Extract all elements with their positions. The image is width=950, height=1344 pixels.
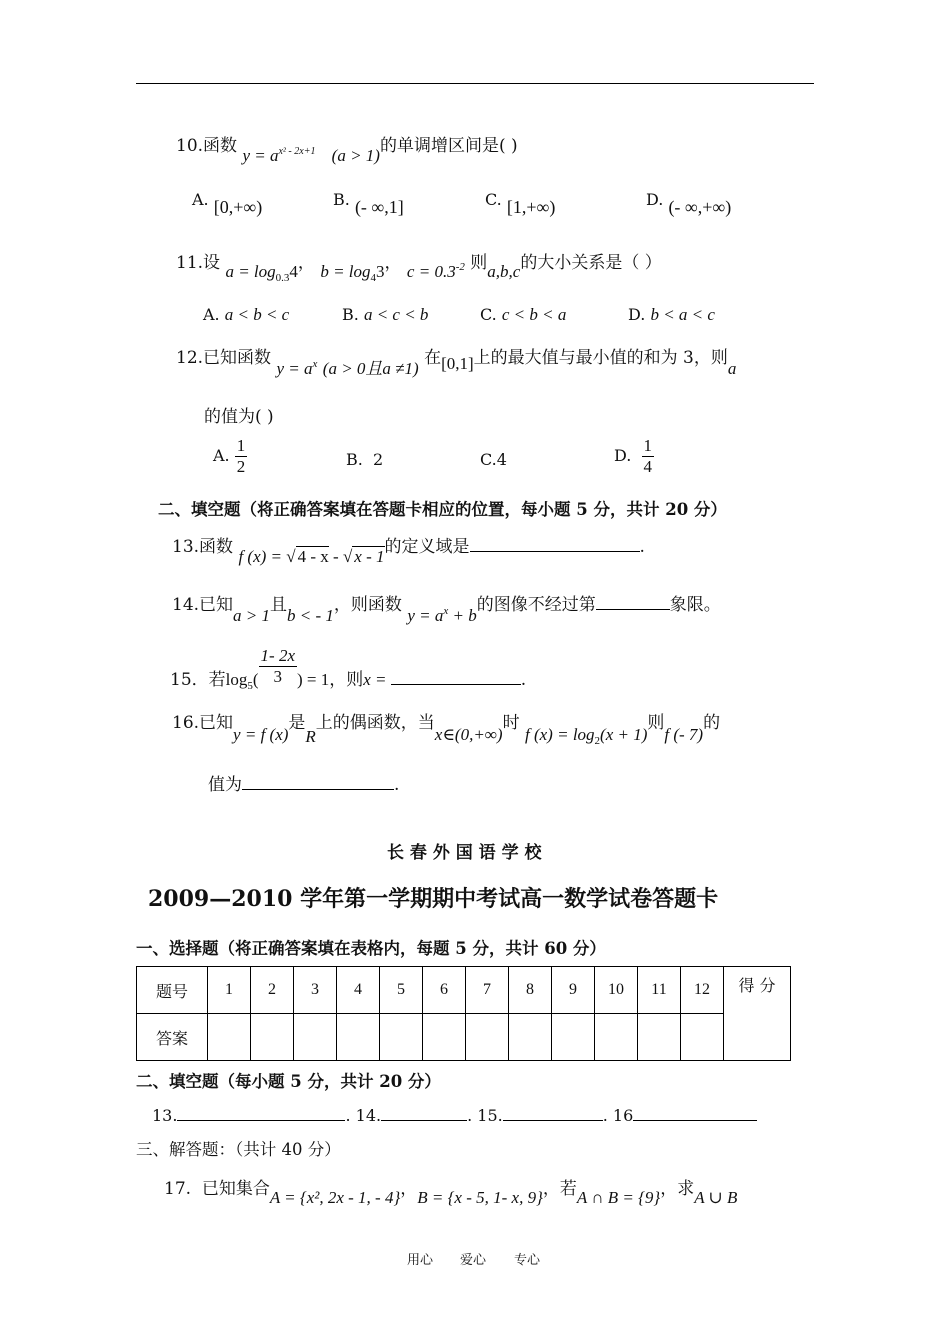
q13-function: f (x) = √ 4 - x - √ x - 1 bbox=[238, 547, 385, 566]
q12-option-d: D. $\frac{1}{4}$ bbox=[614, 436, 653, 476]
table-cell-number: 2 bbox=[251, 967, 294, 1014]
table-row-question-numbers bbox=[137, 967, 791, 1014]
answer-sheet-title: 2009—2010 学年第一学期期中考试高一数学试卷答题卡 bbox=[148, 886, 719, 912]
q14-function: $y = a^x + b$ bbox=[407, 605, 477, 625]
q12-option-d-fraction: $\frac{1}{4}$ bbox=[643, 436, 653, 476]
answer-blank-16[interactable] bbox=[633, 1102, 757, 1121]
q17-target: A ∪ B bbox=[694, 1188, 738, 1207]
q10-prefix: 函数 bbox=[203, 136, 238, 156]
q11-option-b: B. a < c < b bbox=[342, 305, 429, 324]
q15-line: 15．若$\log_5$( $\frac{1- 2x}{3}$ ) = 1，则x = . bbox=[170, 646, 527, 692]
answer-blank-14[interactable] bbox=[381, 1102, 467, 1121]
answer-cell[interactable] bbox=[337, 1014, 380, 1061]
section1-header: 一、选择题（将正确答案填在表格内，每题 5 分，共计 60 分） bbox=[136, 939, 606, 958]
answer-cell[interactable] bbox=[423, 1014, 466, 1061]
q10-number: 10. bbox=[176, 136, 204, 156]
q17-set-a: A = {x², 2x - 1, - 4} bbox=[269, 1188, 401, 1207]
table-cell-number: 11 bbox=[638, 967, 681, 1014]
answer-cell[interactable] bbox=[552, 1014, 595, 1061]
table-cell-number: 8 bbox=[509, 967, 552, 1014]
q13-blank[interactable] bbox=[470, 533, 640, 552]
q15-blank[interactable] bbox=[391, 666, 521, 685]
q14-blank[interactable] bbox=[596, 591, 670, 610]
answer-cell[interactable] bbox=[466, 1014, 509, 1061]
q13-line: 13.函数 f (x) = √ 4 - x - √ x - 1的定义域是 . bbox=[172, 532, 645, 557]
q12-interval: [0,1] bbox=[441, 354, 474, 373]
q16-blank[interactable] bbox=[242, 771, 394, 790]
q12-line1: 12.已知函数 $y = a^x$ (a > 0且a ≠1) 在[0,1]上的最大值与最小值的和为 3，则a bbox=[176, 348, 737, 378]
table-header-score: 得 分 bbox=[724, 967, 791, 1061]
q11-option-a: A. a < b < c bbox=[203, 305, 290, 324]
table-cell-number: 3 bbox=[294, 967, 337, 1014]
table-cell-number: 10 bbox=[595, 967, 638, 1014]
q12-function: $y = a^x$ bbox=[276, 358, 318, 378]
q12-option-c: C.4 bbox=[480, 450, 507, 469]
q16-line2: 值为 . bbox=[208, 770, 399, 795]
q10-suffix: 的单调增区间是( ) bbox=[379, 136, 518, 156]
answer-table bbox=[136, 966, 791, 1061]
q11-option-d: D. b < a < c bbox=[628, 305, 715, 324]
q17-set-b: B = {x - 5, 1- x, 9} bbox=[417, 1188, 543, 1207]
table-header-question-number: 题号 bbox=[137, 967, 208, 1014]
table-cell-number: 9 bbox=[552, 967, 595, 1014]
fill-blank-row: 13. . 14. . 15. . 16 bbox=[152, 1102, 757, 1125]
q10-option-b: B. (- ∞,1] bbox=[333, 190, 404, 217]
q16-line1: 16.已知y = f (x)是R上的偶函数，当x∈(0,+∞)时 f $(x) = \log_2(x + 1)$则f (- 7)的 bbox=[172, 713, 721, 747]
q12-option-a-fraction: $\frac{1}{2}$ bbox=[236, 436, 246, 476]
answer-blank-15[interactable] bbox=[503, 1102, 603, 1121]
footer-text-1: 用心 bbox=[407, 1253, 434, 1268]
section3-header: 三、解答题：（共计 40 分） bbox=[136, 1140, 341, 1159]
answer-cell[interactable] bbox=[208, 1014, 251, 1061]
top-rule bbox=[136, 83, 814, 84]
section2-header: 二、填空题（将正确答案填在答题卡相应的位置，每小题 5 分，共计 20 分） bbox=[158, 500, 727, 519]
q10-exponent: x² - 2x+1 bbox=[278, 146, 316, 157]
q11-b-definition: $b = \log_43$ bbox=[320, 262, 385, 284]
table-cell-number: 6 bbox=[423, 967, 466, 1014]
q10-option-a: A. [0,+∞) bbox=[192, 190, 263, 217]
answer-cell[interactable] bbox=[681, 1014, 724, 1061]
q16-definition: f $(x) = \log_2(x + 1)$ bbox=[525, 725, 648, 747]
q11-c-definition: $c = 0.3^{-2}$ bbox=[406, 261, 465, 281]
table-cell-number: 4 bbox=[337, 967, 380, 1014]
q10-line bbox=[176, 131, 518, 165]
table-header-answer: 答案 bbox=[137, 1014, 208, 1061]
q10-option-d: D. (- ∞,+∞) bbox=[646, 190, 732, 217]
answer-blank-13[interactable] bbox=[177, 1102, 345, 1121]
q10-formula: $y = a^{x^2 - 2x+1}$ bbox=[242, 146, 316, 165]
table-row-answers bbox=[137, 1014, 791, 1061]
section2-answer-header: 二、填空题（每小题 5 分，共计 20 分） bbox=[136, 1072, 441, 1091]
footer-text-3: 专心 bbox=[514, 1253, 541, 1268]
q11-number: 11. bbox=[176, 253, 204, 273]
answer-cell[interactable] bbox=[509, 1014, 552, 1061]
q12-line2: 的值为( ) bbox=[204, 407, 274, 427]
q14-line: 14.已知a > 1且b < - 1，则函数 $y = a^x + b$的图像不经过第 象限。 bbox=[172, 590, 721, 615]
q11-variables: a,b,c bbox=[487, 262, 521, 281]
q12-condition: (a > 0且a ≠1) bbox=[322, 359, 419, 378]
table-cell-number: 7 bbox=[466, 967, 509, 1014]
footer-text-2: 爱心 bbox=[460, 1253, 487, 1268]
answer-cell[interactable] bbox=[638, 1014, 681, 1061]
table-cell-number: 12 bbox=[681, 967, 724, 1014]
q17-line: 17. 已知集合A = {x², 2x - 1, - 4}，B = {x - 5, 1- x, 9}，若A ∩ B = {9}，求A ∪ B bbox=[164, 1179, 738, 1207]
answer-cell[interactable] bbox=[251, 1014, 294, 1061]
q15-fraction: $\frac{1- 2x}{3}$ bbox=[260, 646, 296, 686]
q10-condition: (a > 1) bbox=[331, 146, 380, 165]
answer-cell[interactable] bbox=[595, 1014, 638, 1061]
q11-a-definition: $a = \log_{0.3}4$ bbox=[225, 262, 298, 284]
table-cell-number: 1 bbox=[208, 967, 251, 1014]
answer-cell[interactable] bbox=[294, 1014, 337, 1061]
q11-line: 11.设 $a = \log_{0.3}4$， $b = \log_43$， $c = 0.3^{-2}$ 则a,b,c的大小关系是（ ） bbox=[176, 253, 662, 284]
answer-cell[interactable] bbox=[380, 1014, 423, 1061]
q12-number: 12. bbox=[176, 348, 204, 368]
q12-option-b: B. 2 bbox=[346, 450, 384, 469]
q10-option-c: C. [1,+∞) bbox=[485, 190, 556, 217]
q17-condition: A ∩ B = {9} bbox=[576, 1188, 661, 1207]
q11-option-c: C. c < b < a bbox=[480, 305, 567, 324]
q12-option-a: A. $\frac{1}{2}$ bbox=[213, 436, 246, 476]
school-name: 长 春 外 国 语 学 校 bbox=[387, 843, 542, 863]
table-cell-number: 5 bbox=[380, 967, 423, 1014]
